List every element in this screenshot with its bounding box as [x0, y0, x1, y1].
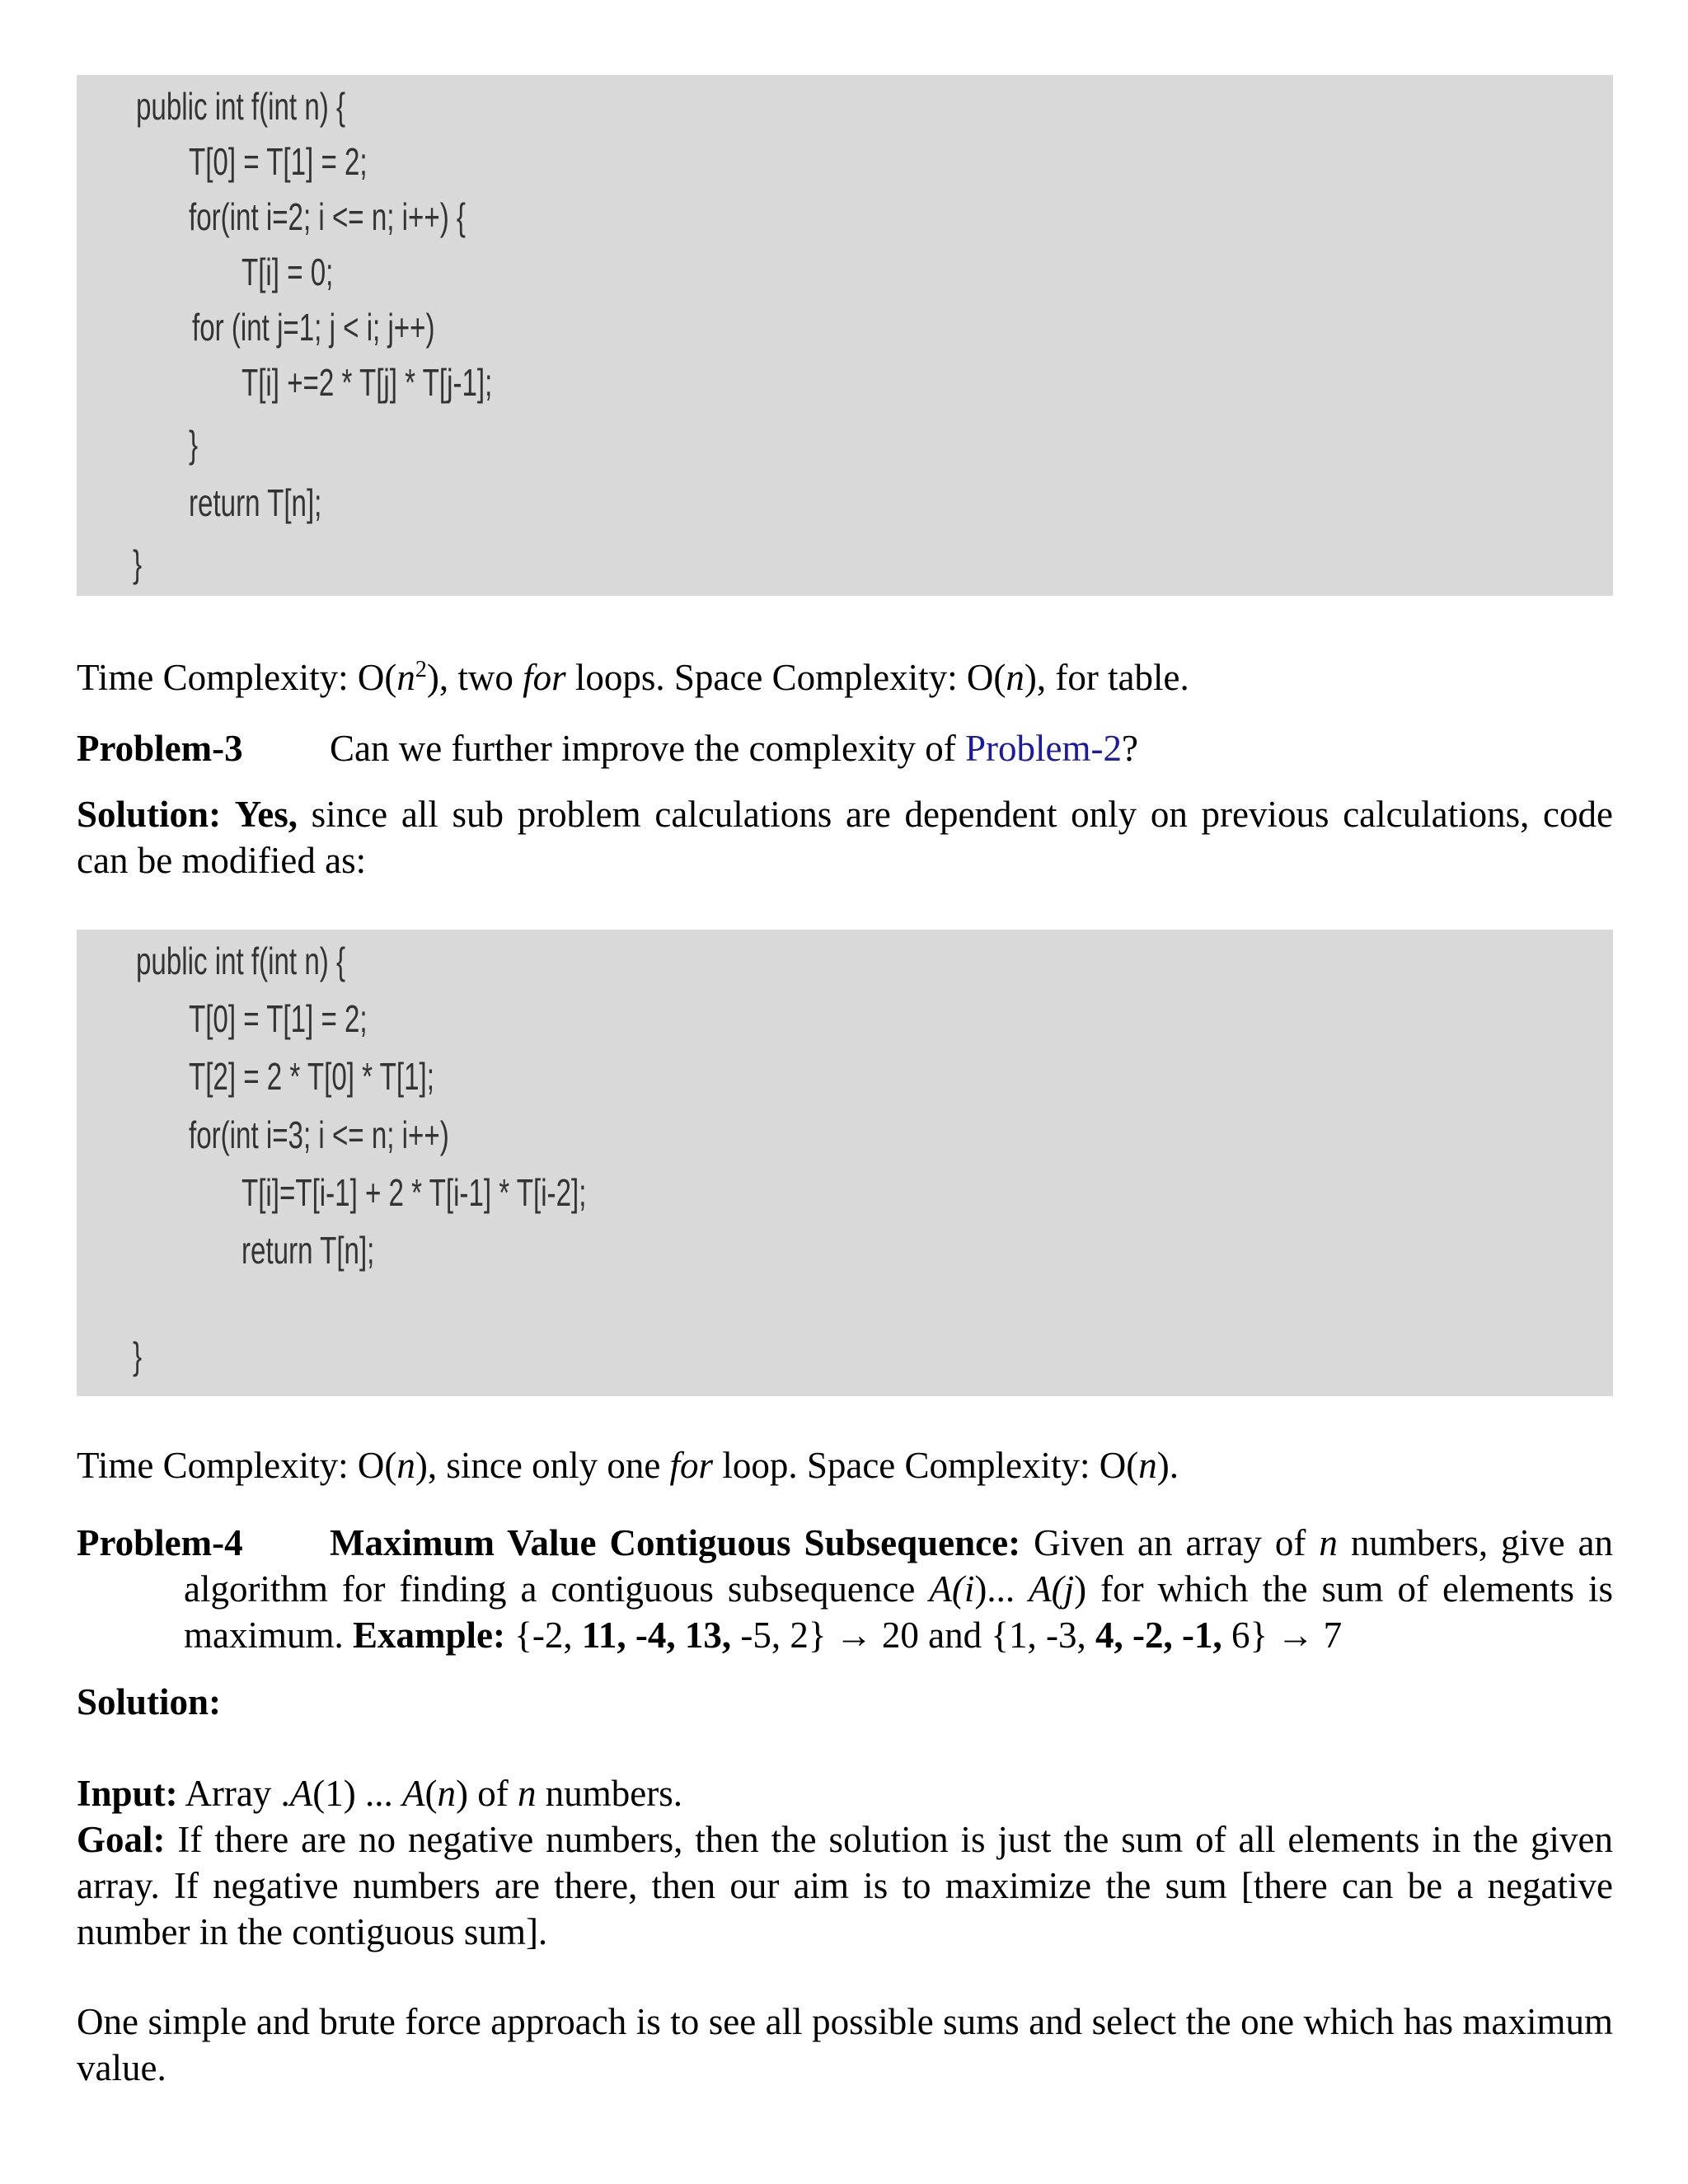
code-line: T[2] = 2 * T[0] * T[1]; — [189, 1055, 434, 1098]
code-line: T[0] = T[1] = 2; — [189, 997, 368, 1040]
code-line: T[i] = 0; — [241, 251, 334, 293]
brute-force-paragraph: One simple and brute force approach is to see all possible sums and select the one which has maximum value. — [77, 2001, 1613, 2088]
code-block-2 — [77, 930, 1613, 1396]
code-line: T[i] +=2 * T[j] * T[j-1]; — [241, 361, 493, 404]
solution-3: Solution: Yes, since all sub problem calculations are dependent only on previous calculations, code can be modified as: — [77, 794, 1613, 881]
solution-4 — [77, 1679, 1613, 1725]
code-line: T[0] = T[1] = 2; — [189, 140, 368, 183]
input-line: Input: Array .A(1) ... A(n) of n numbers. — [77, 1773, 682, 1814]
goal-paragraph: Goal: If there are no negative numbers, then the solution is just the sum of all elements in the given array. If negative numbers are there, then our aim is to maximize the sum [there can be a negative number in the contiguous sum]. — [77, 1819, 1613, 1952]
code-line: for (int j=1; j < i; j++) — [192, 306, 435, 349]
code-line: T[i]=T[i-1] + 2 * T[i-1] * T[i-2]; — [241, 1171, 587, 1214]
code-line: public int f(int n) { — [136, 85, 346, 128]
problem-title: Maximum Value Contiguous Subsequence: — [330, 1522, 1021, 1563]
complexity-text-1: Time Complexity: $O(n^2)$, two for loops. Space Complexity: O(n), for table. — [77, 657, 1189, 698]
code-block-1 — [77, 75, 1613, 596]
code-line: } — [133, 1334, 143, 1377]
complexity-text-2: Time Complexity: O(n), since only one for loop. Space Complexity: O(n). — [77, 1445, 1179, 1486]
code-line: } — [133, 542, 143, 585]
code-line: for(int i=2; i <= n; i++) { — [189, 195, 466, 238]
solution-label: Solution: — [77, 1681, 222, 1722]
code-line: return T[n]; — [241, 1229, 375, 1272]
problem-3: Problem-3 Can we further improve the complexity of Problem-2? — [77, 725, 1613, 771]
code-line: } — [189, 423, 199, 466]
solution-label: Solution: — [77, 794, 222, 835]
problem-2-link[interactable]: Problem-2 — [965, 728, 1123, 769]
code-line: return T[n]; — [189, 481, 322, 524]
problem-4: Problem-4 Maximum Value Contiguous Subsequence: Given an array of n numbers, give an algorithm for finding a contiguous subsequence A(i)... A(j) for which the sum of elements is maximum. Example: {-2, 11, -4, 13, -5, 2} → 20 and {1, -3, 4, -2, -1, 6} → 7 — [77, 1520, 1613, 1658]
code-line: public int f(int n) { — [136, 940, 346, 982]
code-line: for(int i=3; i <= n; i++) — [189, 1113, 449, 1156]
problem-label: Problem-4 — [77, 1522, 243, 1563]
problem-label: Problem-3 — [77, 728, 243, 769]
